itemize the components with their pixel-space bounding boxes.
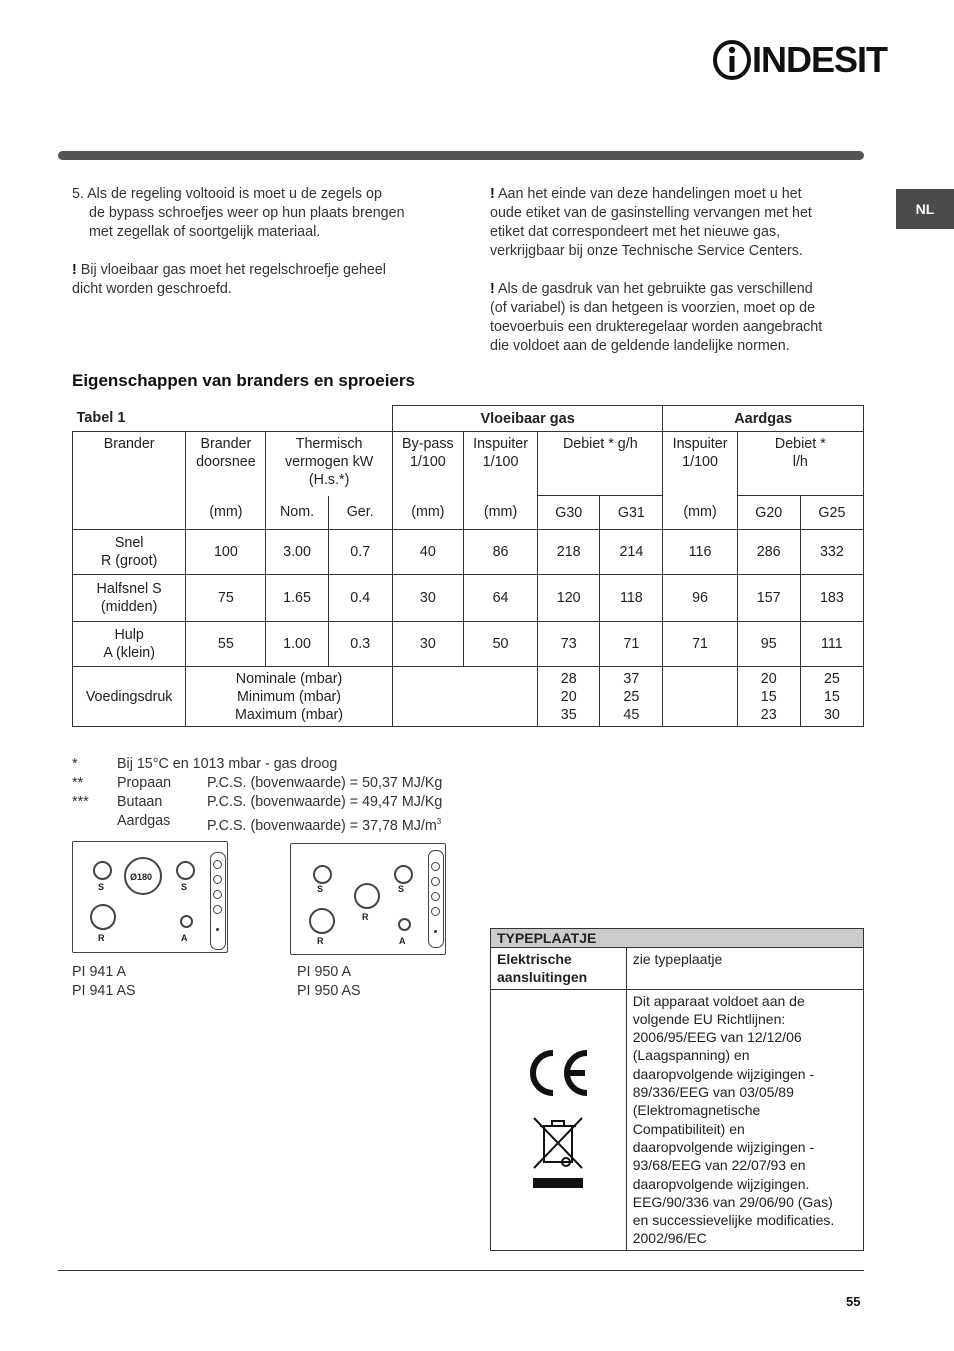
table-cell: 1.65 [266, 575, 328, 622]
step-5-line: 5. Als de regeling voltooid is moet u de zegels op [72, 186, 382, 202]
group-natural-gas: Aardgas [663, 406, 864, 432]
burner-icon [309, 908, 335, 934]
unit-cell: Nom. [266, 496, 328, 530]
pressure-g20: 20 15 23 [737, 667, 800, 727]
table-cell: 71 [600, 622, 663, 667]
pressure-g30: 28 20 35 [538, 667, 600, 727]
header-thermisch: Thermisch vermogen kW (H.s.*) [266, 432, 392, 496]
brand-name: INDESIT [752, 39, 888, 80]
unit-cell: G20 [737, 496, 800, 530]
pressure-label: Voedingsdruk [73, 667, 186, 727]
table-cell: 100 [186, 530, 266, 575]
ce-mark-icon [497, 1045, 620, 1105]
ignition-icon [434, 930, 437, 933]
burner-icon [90, 904, 116, 930]
knob-icon [431, 877, 440, 886]
table-cell: 0.3 [328, 622, 392, 667]
header-doorsnee: Brander doorsnee [186, 432, 266, 496]
table-cell: 30 [392, 622, 463, 667]
table-row [73, 575, 864, 622]
pressure-row [73, 667, 864, 727]
empty-cell [663, 667, 737, 727]
table-cell: 73 [538, 622, 600, 667]
table-caption: Tabel 1 [76, 410, 126, 427]
burner-table [72, 405, 864, 727]
table-cell: 3.00 [266, 530, 328, 575]
warning-icon: ! [490, 186, 495, 202]
pressure-g31: 37 25 45 [600, 667, 663, 727]
table-cell: 95 [737, 622, 800, 667]
typeplaatje-title: TYPEPLAATJE [491, 929, 864, 948]
burner-icon [176, 861, 195, 880]
header-bypass: By-pass 1/100 [392, 432, 463, 496]
warning-1: ! Bij vloeibaar gas moet het regelschroefje geheel [72, 262, 386, 278]
burner-icon [398, 918, 411, 931]
table-cell: 116 [663, 530, 737, 575]
warning-icon: ! [490, 281, 495, 297]
footnotes: * Bij 15°C en 1013 mbar - gas droog ** Propaan P.C.S. (bovenwaarde) = 50,37 MJ/Kg *** Butaan P.C.S. (bovenwaarde) = 49,47 MJ/Kg Aardgas P.C.S. (bovenwaarde) = 37,78 $MJ/m^3$ [72, 756, 443, 834]
warning-3-line: die voldoet aan de geldende landelijke normen. [490, 338, 790, 354]
table-cell: 183 [800, 575, 863, 622]
table-cell: 0.7 [328, 530, 392, 575]
burner-icon [313, 865, 332, 884]
unit-cell: (mm) [463, 496, 537, 530]
unit-cell: (mm) [392, 496, 463, 530]
header-brander: Brander [73, 432, 186, 530]
table-row [73, 622, 864, 667]
hob-diagram-pi941: S Ø180 S R A [72, 841, 228, 953]
burner-name: Snel R (groot) [73, 530, 186, 575]
right-column [490, 185, 870, 356]
warning-2: ! Aan het einde van deze handelingen moet u het [490, 186, 802, 202]
unit-cell: (mm) [663, 496, 737, 530]
unit-cell: (mm) [186, 496, 266, 530]
burner-icon [93, 861, 112, 880]
knob-icon [213, 890, 222, 899]
knob-icon [431, 907, 440, 916]
model-label-2: PI 950 A PI 950 AS [297, 964, 361, 999]
knob-icon [431, 862, 440, 871]
burner-icon [354, 883, 380, 909]
warning-1-line: dicht worden geschroefd. [72, 281, 232, 297]
ignition-icon [216, 928, 219, 931]
table-cell: 332 [800, 530, 863, 575]
compliance-text: Dit apparaat voldoet aan de volgende EU Richtlijnen: 2006/95/EEG van 12/12/06 (Laagspanning) en daaropvolgende wijzigingen - 89/336/EEG van 03/05/89 (Elektromagnetische Compatibiliteit) en daaropvolgende wijzigingen - 93/68/EEG van 22/07/93 en daaropvolgende wijzigingen. EEG/90/336 van 29/06/90 (Gas) en successievelijke modificaties. 2002/96/EC [626, 989, 863, 1250]
table-cell: 286 [737, 530, 800, 575]
warning-icon: ! [72, 262, 77, 278]
warning-2-line: etiket dat correspondeert met het nieuwe gas, [490, 224, 781, 240]
left-column [72, 185, 462, 299]
table-cell: 0.4 [328, 575, 392, 622]
indesit-logo-icon [712, 40, 752, 85]
warning-3-line: (of variabel) is dan hetgeen is voorzien, moet op de [490, 300, 816, 316]
table-cell: 71 [663, 622, 737, 667]
pressure-g25: 25 15 30 [800, 667, 863, 727]
elec-value: zie typeplaatje [626, 948, 863, 990]
table-cell: 30 [392, 575, 463, 622]
burner-name: Hulp A (klein) [73, 622, 186, 667]
header-inspuiter-ng: Inspuiter 1/100 [663, 432, 737, 496]
table-cell: 96 [663, 575, 737, 622]
knob-icon [213, 860, 222, 869]
table-cell: 111 [800, 622, 863, 667]
warning-2-line: verkrijgbaar bij onze Technische Service Centers. [490, 243, 803, 259]
footer-rule [58, 1270, 864, 1271]
model-label-1: PI 941 A PI 941 AS [72, 964, 136, 999]
table-cell: 157 [737, 575, 800, 622]
page-number: 55 [846, 1294, 861, 1309]
table-cell: 1.00 [266, 622, 328, 667]
warning-2-line: oude etiket van de gasinstelling vervangen met het [490, 205, 812, 221]
table-row [73, 530, 864, 575]
group-lpg: Vloeibaar gas [392, 406, 663, 432]
language-tab[interactable]: NL [896, 189, 954, 229]
header-debiet-lpg: Debiet * g/h [538, 432, 663, 496]
table-cell: 120 [538, 575, 600, 622]
burner-size-label: Ø180 [130, 872, 153, 882]
elec-label: Elektrische aansluitingen [491, 948, 627, 990]
table-cell: 218 [538, 530, 600, 575]
knob-icon [431, 892, 440, 901]
typeplaatje-table [490, 928, 864, 1251]
step-5-line: de bypass schroefjes weer op hun plaats brengen [89, 205, 405, 221]
pressure-types: Nominale (mbar) Minimum (mbar) Maximum (mbar) [186, 667, 393, 727]
table-cell: 55 [186, 622, 266, 667]
unit-cell: Ger. [328, 496, 392, 530]
step-5-line: met zegellak of soortgelijk materiaal. [89, 224, 321, 240]
header-bar [58, 151, 864, 160]
empty-cell [392, 667, 537, 727]
table-cell: 50 [463, 622, 537, 667]
burner-name: Halfsnel S (midden) [73, 575, 186, 622]
section-title: Eigenschappen van branders en sproeiers [72, 371, 415, 390]
burner-icon [394, 865, 413, 884]
knob-icon [213, 905, 222, 914]
table-cell: 118 [600, 575, 663, 622]
hob-diagram-pi950: S S R R A [290, 843, 446, 955]
knob-icon [213, 875, 222, 884]
unit-cell: G30 [538, 496, 600, 530]
symbols-cell [491, 989, 627, 1250]
unit-cell: G31 [600, 496, 663, 530]
table-cell: 86 [463, 530, 537, 575]
unit-cell: G25 [800, 496, 863, 530]
weee-bin-icon [497, 1116, 620, 1194]
table-cell: 64 [463, 575, 537, 622]
header-inspuiter-lpg: Inspuiter 1/100 [463, 432, 537, 496]
warning-3: ! Als de gasdruk van het gebruikte gas verschillend [490, 281, 813, 297]
warning-3-line: toevoerbuis een drukteregelaar worden aangebracht [490, 319, 823, 335]
header-debiet-ng: Debiet * l/h [737, 432, 863, 496]
table-cell: 75 [186, 575, 266, 622]
table-cell: 214 [600, 530, 663, 575]
burner-icon [180, 915, 193, 928]
table-cell: 40 [392, 530, 463, 575]
